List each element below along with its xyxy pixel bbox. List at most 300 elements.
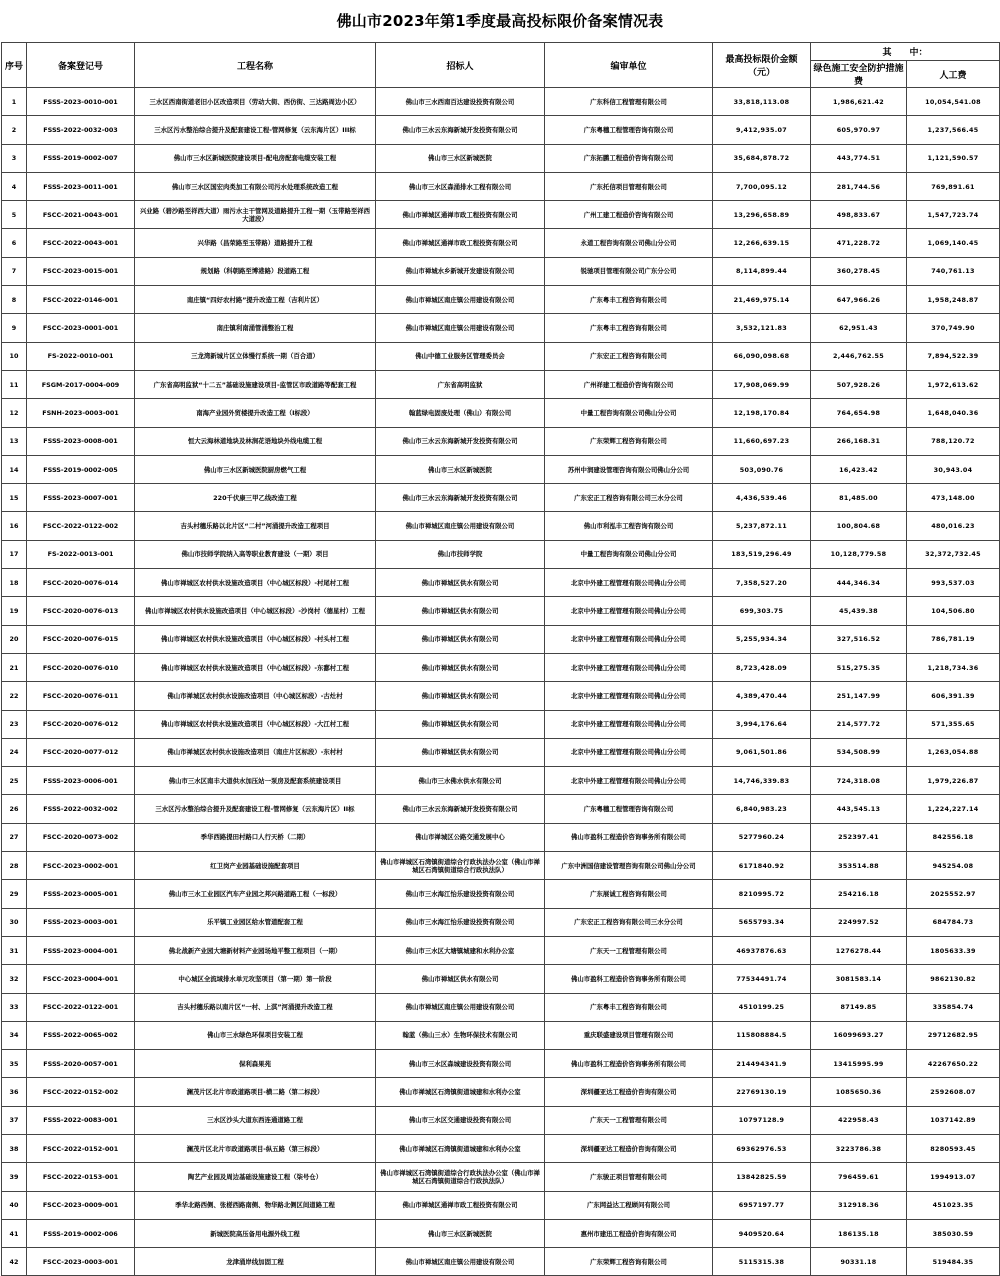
table-row (2, 342, 1000, 370)
cell-seq: 5 (2, 201, 27, 229)
cell-registration-no: FSSS-2019-0002-006 (27, 1219, 135, 1247)
cell-tenderer: 佛山市三水区新城医院 (376, 455, 545, 483)
cell-seq: 26 (2, 795, 27, 823)
cell-registration-no: FSSS-2023-0006-001 (27, 767, 135, 795)
table-row (2, 823, 1000, 851)
cell-compiler: 中量工程咨询有限公司佛山分公司 (545, 540, 713, 568)
cell-seq: 32 (2, 965, 27, 993)
cell-safety-fee: 13415995.99 (811, 1050, 907, 1078)
cell-seq: 9 (2, 314, 27, 342)
cell-max-price: 9,061,501.86 (713, 738, 811, 766)
table-row (2, 908, 1000, 936)
cell-project-name: 澜茂片区北片市政道路项目-横二路（第二标段） (135, 1078, 376, 1106)
table-row (2, 116, 1000, 144)
cell-max-price: 8,114,899.44 (713, 257, 811, 285)
cell-tenderer: 佛山市禅城区供水有限公司 (376, 597, 545, 625)
cell-compiler: 广东展诚工程咨询有限公司 (545, 880, 713, 908)
header-labor-cost: 人工费 (907, 61, 1000, 88)
cell-safety-fee: 471,228.72 (811, 229, 907, 257)
cell-project-name: 佛山市禅城区农村供水设施改造项目（中心城区标段）-东鄱村工程 (135, 653, 376, 681)
cell-tenderer: 佛山市禅城区公路交通发展中心 (376, 823, 545, 851)
cell-safety-fee: 443,545.13 (811, 795, 907, 823)
cell-seq: 20 (2, 625, 27, 653)
cell-seq: 35 (2, 1050, 27, 1078)
cell-seq: 33 (2, 993, 27, 1021)
cell-compiler: 广东科信工程管理有限公司 (545, 88, 713, 116)
cell-tenderer: 佛山市三水西南百达建设投资有限公司 (376, 88, 545, 116)
table-row (2, 965, 1000, 993)
cell-registration-no: FSCC-2020-0076-010 (27, 653, 135, 681)
cell-labor-cost: 1,263,054.88 (907, 738, 1000, 766)
cell-project-name: 吉头村穗乐路以北片区“二村”河涌提升改造工程项目 (135, 512, 376, 540)
cell-labor-cost: 1994913.07 (907, 1163, 1000, 1191)
cell-compiler: 广东中洲国信建设管理咨询有限公司佛山分公司 (545, 852, 713, 880)
cell-tenderer: 佛山中德工业服务区管理委员会 (376, 342, 545, 370)
cell-registration-no: FSSS-2022-0032-002 (27, 795, 135, 823)
cell-project-name: 佛山市技师学院纳入高等职业教育建设（一期）项目 (135, 540, 376, 568)
cell-registration-no: FSSS-2023-0008-001 (27, 427, 135, 455)
cell-project-name: 中心城区全流域排水单元攻坚项目（第一期）第一阶段 (135, 965, 376, 993)
cell-seq: 39 (2, 1163, 27, 1191)
cell-safety-fee: 81,485.00 (811, 484, 907, 512)
cell-project-name: 佛山市三水区新城医院厨房燃气工程 (135, 455, 376, 483)
cell-registration-no: FSSS-2023-0010-001 (27, 88, 135, 116)
table-row (2, 852, 1000, 880)
cell-labor-cost: 1805633.39 (907, 936, 1000, 964)
cell-project-name: 佛山市三水区国宏肉类加工有限公司污水处理系统改造工程 (135, 172, 376, 200)
header-max-price: 最高投标限价金额（元） (713, 43, 811, 88)
cell-project-name: 佛山市禅城区农村供水设施改造项目（中心城区标段）-村头村工程 (135, 625, 376, 653)
cell-project-name: 新城医院高压备用电源外线工程 (135, 1219, 376, 1247)
cell-labor-cost: 104,506.80 (907, 597, 1000, 625)
cell-labor-cost: 769,891.61 (907, 172, 1000, 200)
cell-compiler: 广东粤穗工程管理咨询有限公司 (545, 795, 713, 823)
cell-tenderer: 佛山市三水海江怡乐建设投资有限公司 (376, 880, 545, 908)
cell-tenderer: 佛山市禅城区石湾镇街道城建和水利办公室 (376, 1078, 545, 1106)
table-row (2, 625, 1000, 653)
cell-registration-no: FSCC-2023-0004-001 (27, 965, 135, 993)
cell-project-name: 季华西路提田村路口人行天桥（二期） (135, 823, 376, 851)
table-row (2, 427, 1000, 455)
cell-tenderer: 佛山市禅城区南庄镇公用建设有限公司 (376, 1248, 545, 1276)
cell-max-price: 35,684,878.72 (713, 144, 811, 172)
cell-max-price: 10797128.9 (713, 1106, 811, 1134)
cell-compiler: 广东宏正工程咨询有限公司三水分公司 (545, 908, 713, 936)
cell-labor-cost: 7,894,522.39 (907, 342, 1000, 370)
cell-safety-fee: 62,951.43 (811, 314, 907, 342)
cell-tenderer: 翰蓝（佛山三水）生物环保技术有限公司 (376, 1021, 545, 1049)
cell-seq: 34 (2, 1021, 27, 1049)
cell-max-price: 6,840,983.23 (713, 795, 811, 823)
header-registration-no: 备案登记号 (27, 43, 135, 88)
cell-registration-no: FSCC-2020-0076-012 (27, 710, 135, 738)
cell-compiler: 广东粤丰工程咨询有限公司 (545, 993, 713, 1021)
cell-max-price: 21,469,975.14 (713, 286, 811, 314)
cell-max-price: 9409520.64 (713, 1219, 811, 1247)
cell-tenderer: 佛山市禅城区供水有限公司 (376, 653, 545, 681)
cell-labor-cost: 1037142.89 (907, 1106, 1000, 1134)
cell-compiler: 苏州中润建设管理咨询有限公司佛山分公司 (545, 455, 713, 483)
cell-tenderer: 佛山市禅城区南庄镇公用建设有限公司 (376, 512, 545, 540)
cell-max-price: 17,908,069.99 (713, 370, 811, 398)
cell-registration-no: FSSS-2023-0007-001 (27, 484, 135, 512)
cell-labor-cost: 480,016.23 (907, 512, 1000, 540)
cell-max-price: 22769130.19 (713, 1078, 811, 1106)
header-compiler: 编审单位 (545, 43, 713, 88)
cell-safety-fee: 360,278.45 (811, 257, 907, 285)
cell-tenderer: 佛山市禅城区供水有限公司 (376, 738, 545, 766)
cell-max-price: 77534491.74 (713, 965, 811, 993)
cell-tenderer: 佛山市禅城区通禅市政工程投资有限公司 (376, 201, 545, 229)
cell-compiler: 北京中外建工程管理有限公司佛山分公司 (545, 597, 713, 625)
cell-compiler: 永道工程咨询有限公司佛山分公司 (545, 229, 713, 257)
cell-registration-no: FSCC-2020-0076-011 (27, 682, 135, 710)
cell-max-price: 5,237,872.11 (713, 512, 811, 540)
cell-safety-fee: 214,577.72 (811, 710, 907, 738)
cell-compiler: 中量工程咨询有限公司佛山分公司 (545, 399, 713, 427)
cell-registration-no: FSNH-2023-0003-001 (27, 399, 135, 427)
cell-project-name: 佛北战新产业园大塘新材料产业园场地平整工程项目（一期） (135, 936, 376, 964)
cell-tenderer: 佛山市禅城区供水有限公司 (376, 625, 545, 653)
cell-seq: 10 (2, 342, 27, 370)
cell-project-name: 红卫岗产业园基础设施配套项目 (135, 852, 376, 880)
cell-max-price: 5277960.24 (713, 823, 811, 851)
cell-tenderer: 佛山市三水云东海新城开发投资有限公司 (376, 116, 545, 144)
cell-project-name: 陶艺产业园及周边基础设施建设工程（柒号仓） (135, 1163, 376, 1191)
cell-labor-cost: 335854.74 (907, 993, 1000, 1021)
cell-project-name: 保利森果苑 (135, 1050, 376, 1078)
cell-labor-cost: 788,120.72 (907, 427, 1000, 455)
cell-safety-fee: 252397.41 (811, 823, 907, 851)
table-row (2, 653, 1000, 681)
cell-registration-no: FSSS-2022-0083-001 (27, 1106, 135, 1134)
cell-registration-no: FSCC-2023-0002-001 (27, 852, 135, 880)
cell-safety-fee: 3223786.38 (811, 1134, 907, 1162)
cell-safety-fee: 422958.43 (811, 1106, 907, 1134)
table-body (2, 88, 1000, 1276)
cell-labor-cost: 370,749.90 (907, 314, 1000, 342)
cell-project-name: 规划路（科朝路至博港路）段道路工程 (135, 257, 376, 285)
cell-max-price: 13842825.59 (713, 1163, 811, 1191)
cell-tenderer: 佛山市三水佛水供水有限公司 (376, 767, 545, 795)
cell-safety-fee: 796459.61 (811, 1163, 907, 1191)
cell-safety-fee: 515,275.35 (811, 653, 907, 681)
cell-safety-fee: 266,168.31 (811, 427, 907, 455)
cell-compiler: 北京中外建工程管理有限公司佛山分公司 (545, 569, 713, 597)
table-row (2, 512, 1000, 540)
cell-seq: 27 (2, 823, 27, 851)
cell-tenderer: 佛山市三水云东海新城开发投资有限公司 (376, 427, 545, 455)
cell-seq: 16 (2, 512, 27, 540)
table-row (2, 1248, 1000, 1276)
cell-max-price: 11,660,697.23 (713, 427, 811, 455)
cell-max-price: 5655793.34 (713, 908, 811, 936)
cell-max-price: 699,303.75 (713, 597, 811, 625)
table-row (2, 1219, 1000, 1247)
cell-safety-fee: 254216.18 (811, 880, 907, 908)
table-row (2, 484, 1000, 512)
cell-safety-fee: 647,966.26 (811, 286, 907, 314)
cell-labor-cost: 1,121,590.57 (907, 144, 1000, 172)
cell-project-name: 佛山市三水工业园区汽车产业园之邦兴路道路工程（一标段） (135, 880, 376, 908)
cell-compiler: 北京中外建工程管理有限公司佛山分公司 (545, 767, 713, 795)
cell-labor-cost: 29712682.95 (907, 1021, 1000, 1049)
cell-tenderer: 佛山市三水区新城医院 (376, 144, 545, 172)
cell-seq: 29 (2, 880, 27, 908)
cell-registration-no: FS-2022-0013-001 (27, 540, 135, 568)
cell-project-name: 兴业路（碧沙路至祥西大道）雨污水主干管网及道路提升工程一期（玉带路至祥西大道段） (135, 201, 376, 229)
cell-registration-no: FSSS-2022-0065-002 (27, 1021, 135, 1049)
cell-safety-fee: 1276278.44 (811, 936, 907, 964)
cell-tenderer: 佛山市禅城区通禅市政工程投资有限公司 (376, 1191, 545, 1219)
cell-labor-cost: 993,537.03 (907, 569, 1000, 597)
cell-max-price: 8210995.72 (713, 880, 811, 908)
cell-seq: 7 (2, 257, 27, 285)
cell-compiler: 广东荣辉工程咨询有限公司 (545, 1248, 713, 1276)
cell-safety-fee: 1085650.36 (811, 1078, 907, 1106)
table-row (2, 314, 1000, 342)
header-seq: 序号 (2, 43, 27, 88)
cell-max-price: 503,090.76 (713, 455, 811, 483)
table-row (2, 1106, 1000, 1134)
cell-compiler: 广东宏正工程咨询有限公司三水分公司 (545, 484, 713, 512)
cell-tenderer: 佛山市三水区交通建设投资有限公司 (376, 1106, 545, 1134)
cell-safety-fee: 16,423.42 (811, 455, 907, 483)
cell-max-price: 115808884.5 (713, 1021, 811, 1049)
cell-labor-cost: 786,781.19 (907, 625, 1000, 653)
cell-labor-cost: 1,972,613.62 (907, 370, 1000, 398)
cell-safety-fee: 764,654.98 (811, 399, 907, 427)
cell-project-name: 季华北路西侧、张槎西路南侧、物华路北侧区间道路工程 (135, 1191, 376, 1219)
cell-seq: 24 (2, 738, 27, 766)
cell-seq: 28 (2, 852, 27, 880)
cell-max-price: 4,389,470.44 (713, 682, 811, 710)
table-row (2, 201, 1000, 229)
cell-labor-cost: 1,224,227.14 (907, 795, 1000, 823)
cell-safety-fee: 3081583.14 (811, 965, 907, 993)
cell-seq: 12 (2, 399, 27, 427)
cell-compiler: 广东天一工程管理有限公司 (545, 1106, 713, 1134)
cell-labor-cost: 1,218,734.36 (907, 653, 1000, 681)
cell-labor-cost: 1,979,226.87 (907, 767, 1000, 795)
table-row (2, 229, 1000, 257)
cell-safety-fee: 605,970.97 (811, 116, 907, 144)
cell-labor-cost: 1,237,566.45 (907, 116, 1000, 144)
cell-labor-cost: 1,648,040.36 (907, 399, 1000, 427)
cell-project-name: 南海产业园外贸楼提升改造工程（I标段） (135, 399, 376, 427)
cell-compiler: 深圳疆亚达工程造价咨询有限公司 (545, 1134, 713, 1162)
cell-registration-no: FSCC-2022-0043-001 (27, 229, 135, 257)
cell-registration-no: FSSS-2023-0005-001 (27, 880, 135, 908)
table-row (2, 880, 1000, 908)
cell-compiler: 北京中外建工程管理有限公司佛山分公司 (545, 682, 713, 710)
cell-seq: 31 (2, 936, 27, 964)
cell-tenderer: 佛山市禅城区石湾镇街道综合行政执法办公室（佛山市禅城区石湾镇街道综合行政执法队） (376, 1163, 545, 1191)
cell-tenderer: 佛山市三水区大塘镇城建和水利办公室 (376, 936, 545, 964)
cell-seq: 18 (2, 569, 27, 597)
cell-compiler: 北京中外建工程管理有限公司佛山分公司 (545, 653, 713, 681)
cell-seq: 22 (2, 682, 27, 710)
cell-max-price: 183,519,296.49 (713, 540, 811, 568)
cell-max-price: 214494341.9 (713, 1050, 811, 1078)
cell-labor-cost: 571,355.65 (907, 710, 1000, 738)
cell-labor-cost: 1,958,248.87 (907, 286, 1000, 314)
cell-tenderer: 佛山市三水区森涌排水工程有限公司 (376, 172, 545, 200)
cell-seq: 1 (2, 88, 27, 116)
cell-seq: 11 (2, 370, 27, 398)
table-row (2, 172, 1000, 200)
cell-registration-no: FSCC-2022-0146-001 (27, 286, 135, 314)
table-row (2, 569, 1000, 597)
cell-labor-cost: 842556.18 (907, 823, 1000, 851)
cell-tenderer: 佛山市禅城区通禅市政工程投资有限公司 (376, 229, 545, 257)
cell-project-name: 乐平镇工业园区给水管道配套工程 (135, 908, 376, 936)
cell-registration-no: FSCC-2020-0076-013 (27, 597, 135, 625)
cell-safety-fee: 507,928.26 (811, 370, 907, 398)
cell-project-name: 佛山市禅城区农村供水设施改造项目（中心城区标段）-村尾村工程 (135, 569, 376, 597)
cell-registration-no: FSSS-2022-0032-003 (27, 116, 135, 144)
cell-tenderer: 佛山市禅城区供水有限公司 (376, 682, 545, 710)
cell-registration-no: FS-2022-0010-001 (27, 342, 135, 370)
cell-max-price: 14,746,339.83 (713, 767, 811, 795)
cell-max-price: 66,090,098.68 (713, 342, 811, 370)
cell-tenderer: 佛山市禅城区供水有限公司 (376, 965, 545, 993)
cell-max-price: 6957197.77 (713, 1191, 811, 1219)
cell-max-price: 9,412,935.07 (713, 116, 811, 144)
cell-tenderer: 佛山市三水云东海新城开发投资有限公司 (376, 484, 545, 512)
cell-labor-cost: 451023.35 (907, 1191, 1000, 1219)
table-row (2, 370, 1000, 398)
header-tenderer: 招标人 (376, 43, 545, 88)
cell-registration-no: FSSS-2019-0002-005 (27, 455, 135, 483)
cell-tenderer: 翰蓝绿电固废处理（佛山）有限公司 (376, 399, 545, 427)
cell-project-name: 三龙湾新城片区立体慢行系统一期（百合道） (135, 342, 376, 370)
cell-safety-fee: 281,744.56 (811, 172, 907, 200)
cell-seq: 37 (2, 1106, 27, 1134)
cell-tenderer: 佛山市三水海江怡乐建设投资有限公司 (376, 908, 545, 936)
table-row (2, 738, 1000, 766)
cell-seq: 38 (2, 1134, 27, 1162)
cell-labor-cost: 42267650.22 (907, 1050, 1000, 1078)
cell-max-price: 5,255,934.34 (713, 625, 811, 653)
cell-registration-no: FSCC-2022-0152-002 (27, 1078, 135, 1106)
cell-safety-fee: 90331.18 (811, 1248, 907, 1276)
cell-seq: 15 (2, 484, 27, 512)
cell-compiler: 广东粤丰工程咨询有限公司 (545, 314, 713, 342)
table-row (2, 1050, 1000, 1078)
cell-project-name: 佛山市禅城区农村供水设施改造项目（中心城区标段）-古灶村 (135, 682, 376, 710)
cell-labor-cost: 2592608.07 (907, 1078, 1000, 1106)
header-among: 其 中： (811, 43, 1000, 61)
cell-safety-fee: 186135.18 (811, 1219, 907, 1247)
cell-safety-fee: 353514.88 (811, 852, 907, 880)
cell-compiler: 广州祥建工程造价咨询有限公司 (545, 370, 713, 398)
cell-compiler: 锐驰项目管理有限公司广东分公司 (545, 257, 713, 285)
table-row (2, 88, 1000, 116)
page-title: 佛山市2023年第1季度最高投标限价备案情况表 (336, 12, 664, 30)
cell-registration-no: FSSS-2023-0003-001 (27, 908, 135, 936)
cell-project-name: 佛山市禅城区农村供水设施改造项目（中心城区标段）-沙岗村（德星村）工程 (135, 597, 376, 625)
cell-tenderer: 佛山市禅城区供水有限公司 (376, 569, 545, 597)
cell-max-price: 12,266,639.15 (713, 229, 811, 257)
cell-max-price: 3,532,121.83 (713, 314, 811, 342)
cell-tenderer: 佛山市禅城区南庄镇公用建设有限公司 (376, 993, 545, 1021)
cell-labor-cost: 30,943.04 (907, 455, 1000, 483)
cell-project-name: 佛山市禅城区农村供水设施改造项目（南庄片区标段）-东村村 (135, 738, 376, 766)
cell-tenderer: 佛山市禅城区供水有限公司 (376, 710, 545, 738)
cell-registration-no: FSSS-2023-0011-001 (27, 172, 135, 200)
cell-max-price: 8,723,428.09 (713, 653, 811, 681)
cell-seq: 36 (2, 1078, 27, 1106)
header-safety-fee: 绿色施工安全防护措施费 (811, 61, 907, 88)
cell-tenderer: 佛山市三水区森城建设投资有限公司 (376, 1050, 545, 1078)
cell-tenderer: 佛山市三水云东海新城开发投资有限公司 (376, 795, 545, 823)
cell-compiler: 广州工建工程造价咨询有限公司 (545, 201, 713, 229)
cell-max-price: 4510199.25 (713, 993, 811, 1021)
cell-registration-no: FSCC-2022-0122-002 (27, 512, 135, 540)
cell-registration-no: FSCC-2023-0009-001 (27, 1191, 135, 1219)
cell-labor-cost: 8280593.45 (907, 1134, 1000, 1162)
table-row (2, 399, 1000, 427)
cell-safety-fee: 251,147.99 (811, 682, 907, 710)
cell-project-name: 广东省高明监狱“十二五”基础设施建设项目-监管区市政道路等配套工程 (135, 370, 376, 398)
cell-registration-no: FSCC-2023-0015-001 (27, 257, 135, 285)
cell-compiler: 广东天一工程管理有限公司 (545, 936, 713, 964)
cell-project-name: 佛山市三水区南丰大道供水加压站一泵房及配套系统建设项目 (135, 767, 376, 795)
cell-project-name: 三水区沙头大道东西连通道路工程 (135, 1106, 376, 1134)
cell-project-name: 佛山市三水绿色环保项目安装工程 (135, 1021, 376, 1049)
cell-seq: 41 (2, 1219, 27, 1247)
cell-safety-fee: 327,516.52 (811, 625, 907, 653)
cell-max-price: 33,818,113.08 (713, 88, 811, 116)
cell-safety-fee: 224997.52 (811, 908, 907, 936)
table-row (2, 1134, 1000, 1162)
cell-project-name: 恒大云海林道地块及林涧花语地块外线电缆工程 (135, 427, 376, 455)
cell-seq: 17 (2, 540, 27, 568)
cell-safety-fee: 2,446,762.55 (811, 342, 907, 370)
cell-seq: 19 (2, 597, 27, 625)
cell-compiler: 广东网益达工程顾问有限公司 (545, 1191, 713, 1219)
table-row (2, 682, 1000, 710)
cell-registration-no: FSCC-2022-0122-001 (27, 993, 135, 1021)
table-row (2, 257, 1000, 285)
cell-registration-no: FSCC-2021-0043-001 (27, 201, 135, 229)
table-row (2, 936, 1000, 964)
cell-project-name: 龙津涌岸线加固工程 (135, 1248, 376, 1276)
cell-project-name: 220千伏康三甲乙线改造工程 (135, 484, 376, 512)
cell-labor-cost: 740,761.13 (907, 257, 1000, 285)
cell-safety-fee: 312918.36 (811, 1191, 907, 1219)
cell-seq: 23 (2, 710, 27, 738)
cell-compiler: 广东宏正工程咨询有限公司 (545, 342, 713, 370)
cell-tenderer: 广东省高明监狱 (376, 370, 545, 398)
cell-tenderer: 佛山市禅城区石湾镇街道综合行政执法办公室（佛山市禅城区石湾镇街道综合行政执法队） (376, 852, 545, 880)
cell-safety-fee: 724,318.08 (811, 767, 907, 795)
cell-max-price: 6171840.92 (713, 852, 811, 880)
cell-compiler: 佛山市利泓丰工程咨询有限公司 (545, 512, 713, 540)
cell-safety-fee: 16099693.27 (811, 1021, 907, 1049)
cell-labor-cost: 2025552.97 (907, 880, 1000, 908)
table-row (2, 1078, 1000, 1106)
cell-seq: 6 (2, 229, 27, 257)
cell-compiler: 佛山市盈科工程造价咨询事务所有限公司 (545, 965, 713, 993)
cell-compiler: 北京中外建工程管理有限公司佛山分公司 (545, 710, 713, 738)
cell-seq: 40 (2, 1191, 27, 1219)
cell-compiler: 广东粤丰工程咨询有限公司 (545, 286, 713, 314)
table-row (2, 993, 1000, 1021)
cell-project-name: 佛山市禅城区农村供水设施改造项目（中心城区标段）-大江村工程 (135, 710, 376, 738)
cell-compiler: 北京中外建工程管理有限公司佛山分公司 (545, 738, 713, 766)
